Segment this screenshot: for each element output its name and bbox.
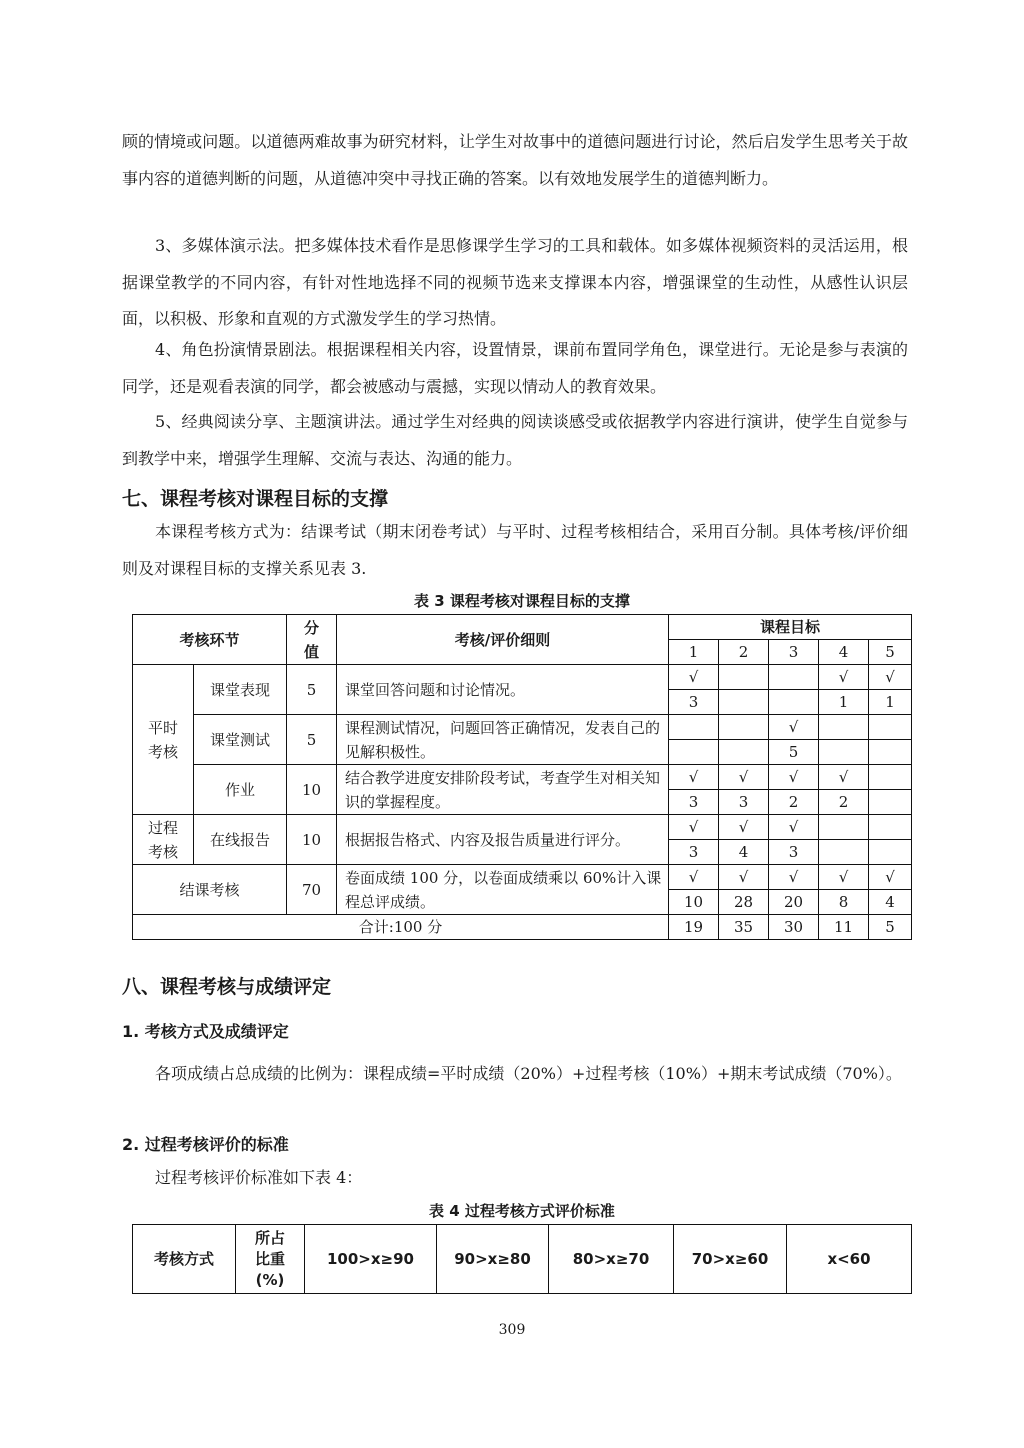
row-score: 70 [287, 865, 337, 915]
group-label-regular: 平时考核 [133, 665, 194, 815]
goal-mark: √ [719, 815, 769, 840]
paragraph-classic-reading: 5、经典阅读分享、主题演讲法。通过学生对经典的阅读谈感受或依据教学内容进行演讲，使学生自觉参与到教学中来，增强学生理解、交流与表达、沟通的能力。 [122, 412, 908, 468]
goal-value: 2 [819, 790, 869, 815]
header-assessment-link: 考核环节 [133, 615, 287, 665]
total-value: 30 [769, 915, 819, 940]
row-detail: 结合教学进度安排阶段考试，考查学生对相关知识的掌握程度。 [337, 765, 669, 815]
goal-value: 3 [669, 840, 719, 865]
row-item: 在线报告 [194, 815, 287, 865]
row-score: 5 [287, 715, 337, 765]
table-4 [132, 1224, 912, 1294]
goal-value: 4 [869, 890, 912, 915]
t4-header-grade-band: 80>x≥70 [549, 1225, 674, 1294]
t4-header-method: 考核方式 [133, 1225, 236, 1294]
goal-mark [869, 765, 912, 790]
header-course-goals: 课程目标 [669, 615, 912, 640]
row-score: 10 [287, 765, 337, 815]
goal-mark: √ [869, 865, 912, 890]
total-value: 19 [669, 915, 719, 940]
goal-value: 3 [669, 790, 719, 815]
goal-mark [819, 715, 869, 740]
goal-mark: √ [719, 865, 769, 890]
goal-value [769, 690, 819, 715]
t4-header-grade-band: 70>x≥60 [674, 1225, 787, 1294]
goal-mark: √ [769, 815, 819, 840]
t4-header-weight: 所占比重(%) [236, 1225, 305, 1294]
paragraph-moral-dilemma: 顾的情境或问题。以道德两难故事为研究材料，让学生对故事中的道德问题进行讨论，然后启发学生思考关于故事内容的道德判断的问题，从道德冲突中寻找正确的答案。以有效地发展学生的道德判断力。 [122, 132, 908, 188]
goal-mark: √ [669, 815, 719, 840]
goal-mark: √ [769, 765, 819, 790]
goal-mark: √ [819, 865, 869, 890]
section-7-title: 七、课程考核对课程目标的支撑 [122, 488, 389, 510]
goal-mark [869, 715, 912, 740]
paragraph-role-play: 4、角色扮演情景剧法。根据课程相关内容，设置情景，课前布置同学角色，课堂进行。无论是参与表演的同学，还是观看表演的同学，都会被感动与震撼，实现以情动人的教育效果。 [122, 340, 908, 396]
goal-value: 5 [769, 740, 819, 765]
goal-number: 5 [869, 640, 912, 665]
goal-value: 3 [719, 790, 769, 815]
goal-mark [669, 715, 719, 740]
goal-value: 2 [769, 790, 819, 815]
goal-value [869, 790, 912, 815]
goal-mark: √ [719, 765, 769, 790]
goal-mark: √ [669, 865, 719, 890]
goal-value [669, 740, 719, 765]
header-score: 分值 [287, 615, 337, 665]
goal-value: 8 [819, 890, 869, 915]
table-3-caption: 表 3 课程考核对课程目标的支撑 [414, 592, 630, 610]
total-value: 35 [719, 915, 769, 940]
goal-value [819, 840, 869, 865]
section-8-title: 八、课程考核与成绩评定 [122, 976, 332, 998]
goal-mark [819, 815, 869, 840]
goal-value: 3 [769, 840, 819, 865]
section-8-text-2: 过程考核评价标准如下表 4： [155, 1168, 363, 1187]
section-8-sub-1: 1. 考核方式及成绩评定 [122, 1022, 289, 1041]
goal-value: 28 [719, 890, 769, 915]
row-detail: 根据报告格式、内容及报告质量进行评分。 [337, 815, 669, 865]
goal-mark: √ [869, 665, 912, 690]
row-item: 课堂测试 [194, 715, 287, 765]
goal-mark [719, 715, 769, 740]
goal-number: 3 [769, 640, 819, 665]
goal-mark: √ [819, 765, 869, 790]
goal-value [819, 740, 869, 765]
goal-mark [869, 815, 912, 840]
goal-mark: √ [669, 765, 719, 790]
goal-value: 3 [669, 690, 719, 715]
section-8-sub-2: 2. 过程考核评价的标准 [122, 1135, 289, 1154]
goal-value: 1 [819, 690, 869, 715]
goal-value: 20 [769, 890, 819, 915]
goal-value: 10 [669, 890, 719, 915]
row-score: 10 [287, 815, 337, 865]
header-detail: 考核/评价细则 [337, 615, 669, 665]
goal-mark [719, 665, 769, 690]
row-item: 作业 [194, 765, 287, 815]
section-7-text: 本课程考核方式为：结课考试（期末闭卷考试）与平时、过程考核相结合，采用百分制。具体考核/评价细则及对课程目标的支撑关系见表 3. [122, 522, 908, 578]
row-item: 结课考核 [133, 865, 287, 915]
group-label-process: 过程考核 [133, 815, 194, 865]
t4-header-grade-band: x<60 [787, 1225, 912, 1294]
total-label: 合计:100 分 [133, 915, 669, 940]
table-4-caption: 表 4 过程考核方式评价标准 [429, 1202, 615, 1220]
paragraph-multimedia: 3、多媒体演示法。把多媒体技术看作是思修课学生学习的工具和载体。如多媒体视频资料的灵活运用，根据课堂教学的不同内容，有针对性地选择不同的视频节选来支撑课本内容，增强课堂的生动性，从感性认识层面，以积极、形象和直观的方式激发学生的学习热情。 [122, 236, 908, 328]
total-value: 11 [819, 915, 869, 940]
goal-value [869, 840, 912, 865]
section-8-text-1: 各项成绩占总成绩的比例为：课程成绩=平时成绩（20%）+过程考核（10%）+期末考试成绩（70%）。 [155, 1064, 902, 1083]
table-3 [132, 614, 912, 940]
row-item: 课堂表现 [194, 665, 287, 715]
t4-header-grade-band: 90>x≥80 [437, 1225, 549, 1294]
page-number: 309 [498, 1322, 526, 1338]
goal-mark: √ [769, 715, 819, 740]
row-detail: 卷面成绩 100 分，以卷面成绩乘以 60%计入课程总评成绩。 [337, 865, 669, 915]
goal-number: 1 [669, 640, 719, 665]
t4-header-grade-band: 100>x≥90 [305, 1225, 437, 1294]
goal-value: 4 [719, 840, 769, 865]
goal-number: 2 [719, 640, 769, 665]
goal-value [719, 690, 769, 715]
goal-number: 4 [819, 640, 869, 665]
total-value: 5 [869, 915, 912, 940]
row-detail: 课堂回答问题和讨论情况。 [337, 665, 669, 715]
goal-value: 1 [869, 690, 912, 715]
goal-mark [769, 665, 819, 690]
goal-value [869, 740, 912, 765]
row-score: 5 [287, 665, 337, 715]
goal-mark: √ [769, 865, 819, 890]
goal-mark: √ [819, 665, 869, 690]
goal-mark: √ [669, 665, 719, 690]
row-detail: 课程测试情况，问题回答正确情况，发表自己的见解积极性。 [337, 715, 669, 765]
goal-value [719, 740, 769, 765]
